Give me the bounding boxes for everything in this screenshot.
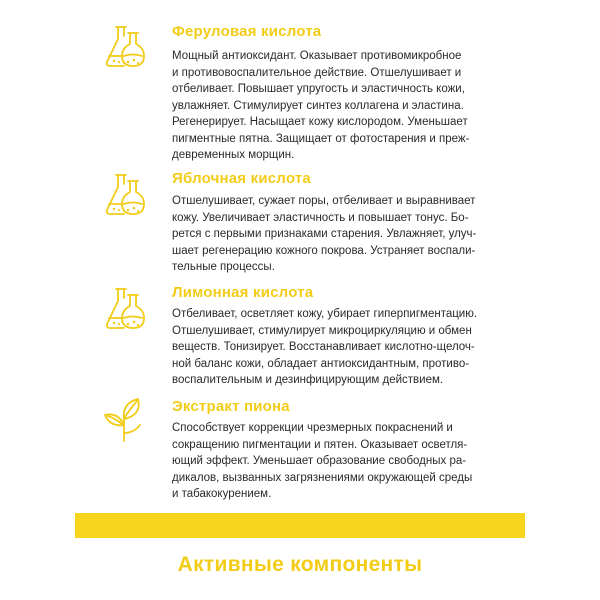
description-line: дикалов, вызванных загрязнениями окружающей среды: [172, 471, 473, 484]
description-line: Способствует коррекции чрезмерных покраснений и: [172, 422, 453, 434]
ingredient-title: Экстракт пиона: [172, 398, 290, 415]
description-line: сокращению пигментации и пятен. Оказывает осветля-: [172, 438, 468, 451]
description-line: Отшелушивает, стимулирует микроциркуляцию и обмен: [172, 324, 472, 337]
ingredient-title: Феруловая кислота: [172, 23, 322, 40]
ingredient-description: [172, 48, 504, 164]
description-line: веществ. Тонизирует. Восстанавливает кислотно-щелоч-: [172, 341, 475, 353]
page-title: Активные компоненты: [177, 553, 423, 576]
description-line: увлажняет. Стимулирует синтез коллагена и эластина.: [172, 99, 464, 112]
ingredient-description: [172, 420, 504, 503]
ingredient-title: Лимонная кислота: [172, 284, 314, 301]
description-line: воспалительным и дезинфицирующим действием.: [172, 374, 444, 386]
leaf-icon: [100, 395, 150, 445]
ingredient-title: Яблочная кислота: [172, 170, 311, 187]
flask-icon: [100, 284, 150, 334]
description-line: ной баланс кожи, обладает антиоксидантным, противо-: [172, 357, 470, 370]
description-line: Отшелушивает, сужает поры, отбеливает и выравнивает: [172, 195, 476, 207]
description-line: рется с первыми признаками старения. Увлажняет, улуч-: [172, 228, 477, 240]
ingredient-description: [172, 306, 504, 389]
description-line: Отбеливает, осветляет кожу, убирает гиперпигментацию.: [172, 308, 478, 320]
flask-icon: [100, 22, 150, 72]
description-line: тельные процессы.: [172, 261, 275, 273]
divider-bar: [75, 513, 525, 538]
description-line: отбеливает. Повышает упругость и эластичность кожи,: [172, 83, 465, 95]
ingredient-description: [172, 193, 504, 276]
description-line: кожу. Увеличивает эластичность и повышает тонус. Бо-: [172, 211, 469, 224]
description-line: ющий эффект. Уменьшает образование свободных ра-: [172, 455, 467, 467]
description-line: Регенерирует. Насыщает кожу кислородом. Уменьшает: [172, 116, 468, 128]
description-line: пигментные пятна. Защищает от фотостарения и преж-: [172, 132, 470, 145]
description-line: девременных морщин.: [172, 149, 295, 161]
description-line: Мощный антиоксидант. Оказывает противомикробное: [172, 50, 462, 62]
description-line: шает регенерацию кожного покрова. Устраняет воспали-: [172, 244, 476, 257]
description-line: и противовоспалительное действие. Отшелушивает и: [172, 66, 462, 79]
flask-icon: [100, 170, 150, 220]
description-line: и табакокурением.: [172, 488, 272, 500]
